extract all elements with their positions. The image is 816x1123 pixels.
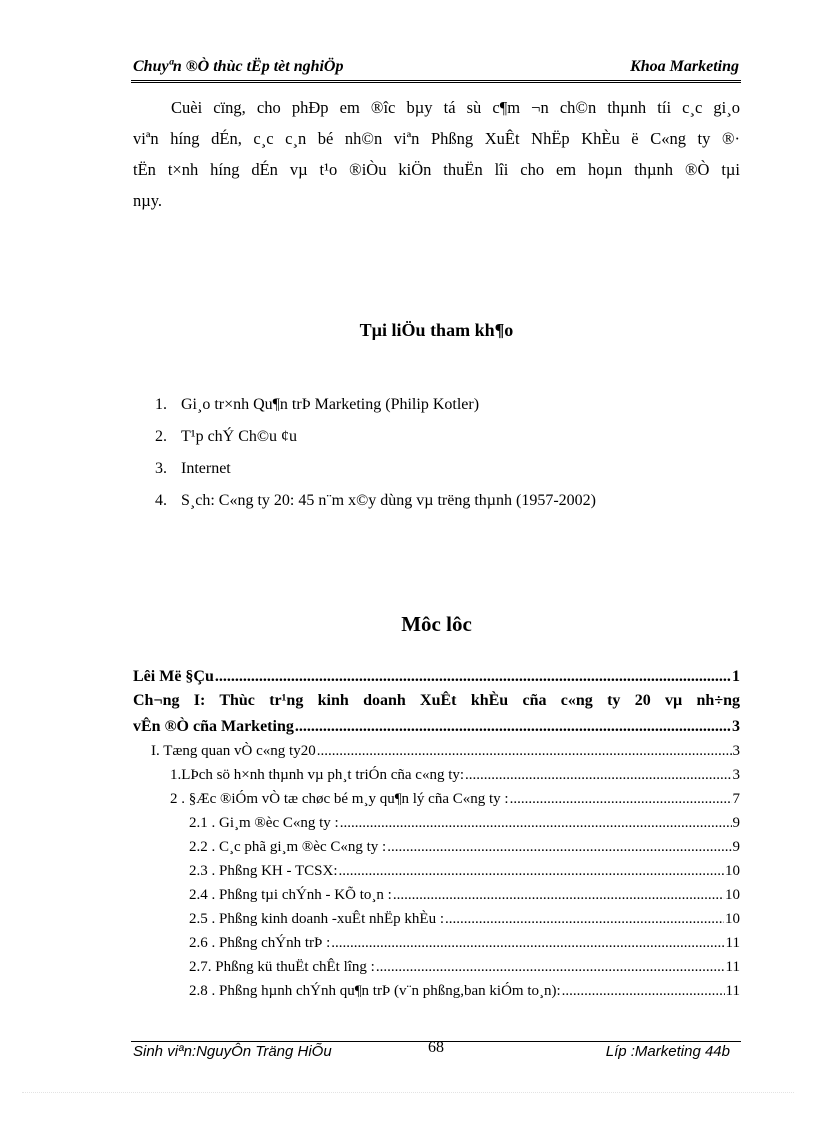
reference-item: 1. Gi¸o tr×nh Qu¶n trÞ Marketing (Philip Kotler) (155, 396, 480, 413)
paragraph-line: Cuèi cïng, cho phÐp em ®îc bµy tá sù c¶m ¬n ch©n thµnh tíi c¸c gi¸o (171, 98, 740, 117)
header-rule (131, 80, 741, 83)
reference-item: 2. T¹p chÝ Ch©u ¢u (155, 428, 298, 445)
acknowledgement-paragraph (133, 92, 740, 216)
reference-item: 3. Internet (155, 460, 231, 477)
toc-entry[interactable]: 1.LÞch sö h×nh thµnh vµ ph¸t triÓn cña c«ng ty: ..... 3 (133, 763, 740, 787)
references-heading: Tµi liÖu tham kh¶o (359, 320, 514, 340)
running-footer (133, 1039, 740, 1065)
toc-entry[interactable]: I. Tæng quan vÒ c«ng ty20 ..... 3 (133, 739, 740, 763)
toc-entry[interactable]: 2.4 . Phßng tµi chÝnh - KÕ to¸n : ..... 10 (133, 883, 740, 907)
footer-class: Líp :Marketing 44b (605, 1043, 730, 1060)
header-title: Chuyªn ®Ò thùc tËp tèt nghiÖp (133, 58, 344, 75)
toc-entry[interactable]: 2.7. Phßng kü thuËt chÊt lîng : ..... 11 (133, 955, 740, 979)
toc-entry[interactable]: Ch¬ng I: Thùc tr¹ng kinh doanh XuÊt khÈu cña c«ng ty 20 vµ nh÷ng (133, 692, 740, 709)
paragraph-line: nµy. (133, 191, 163, 210)
toc-entry[interactable]: 2.3 . Phßng KH - TCSX: ..... 10 (133, 859, 740, 883)
toc-entry[interactable]: 2.8 . Phßng hµnh chÝnh qu¶n trÞ (v¨n phßng,ban kiÓm to¸n): ..... 11 (133, 979, 740, 1003)
toc-entry[interactable]: 2 . §Æc ®iÓm vÒ tæ chøc bé m¸y qu¶n lý cña C«ng ty : ..... 7 (133, 787, 740, 811)
table-of-contents (133, 665, 740, 1003)
page-number: 68 (428, 1039, 444, 1056)
paragraph-line: tËn t×nh híng dÉn vµ t¹o ®iÒu kiÖn thuËn lîi cho em hoµn thµnh ®Ò tµi (133, 160, 740, 179)
running-header (133, 58, 739, 80)
toc-heading: Môc lôc (401, 612, 472, 636)
toc-entry[interactable]: 2.2 . C¸c phã gi¸m ®èc C«ng ty : ..... 9 (133, 835, 740, 859)
references-list (155, 393, 735, 521)
footer-student: Sinh viªn:NguyÔn Träng HiÕu (133, 1043, 332, 1060)
paragraph-line: viªn híng dÉn, c¸c c¸n bé nh©n viªn Phßng XuÊt NhËp KhÈu ë C«ng ty ®· (133, 129, 740, 148)
toc-entry[interactable]: Lêi Më §Çu ..... 1 (133, 665, 740, 689)
reference-item: 4. S¸ch: C«ng ty 20: 45 n¨m x©y dùng vµ trëng thµnh (1957-2002) (155, 492, 597, 509)
toc-entry[interactable]: 2.6 . Phßng chÝnh trÞ : ..... 11 (133, 931, 740, 955)
page-edge-divider (22, 1092, 794, 1093)
header-department: Khoa Marketing (630, 58, 739, 75)
toc-entry[interactable]: 2.5 . Phßng kinh doanh -xuÊt nhËp khÈu : ..... 10 (133, 907, 740, 931)
toc-entry[interactable]: vÊn ®Ò cña Marketing ..... 3 (133, 715, 740, 739)
toc-entry[interactable]: 2.1 . Gi¸m ®èc C«ng ty : ..... 9 (133, 811, 740, 835)
